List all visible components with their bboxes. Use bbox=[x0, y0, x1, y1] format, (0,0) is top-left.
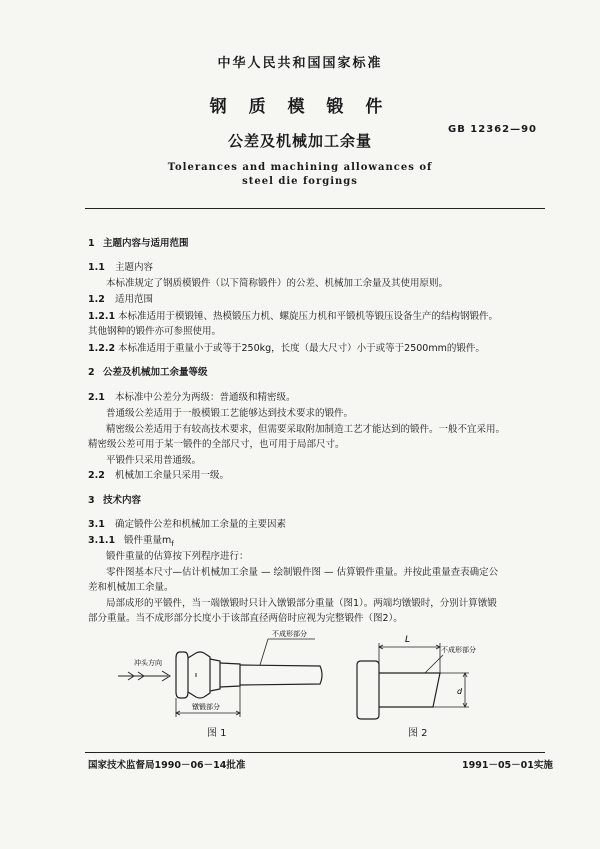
section-3-1-text: 确定锻件公差和机械加工余量的主要因素 bbox=[115, 519, 287, 530]
document-subtitle: 公差及机械加工余量 bbox=[227, 132, 372, 150]
forging-bar bbox=[240, 665, 322, 685]
unformed-leader-line bbox=[260, 639, 268, 665]
header-divider bbox=[85, 208, 545, 209]
english-title-line2: steel die forgings bbox=[242, 176, 358, 187]
figure-2-d-label: d bbox=[457, 687, 463, 696]
section-3-1-1-paragraph-2: 零件图基本尺寸—估计机械加工余量 — 绘制锻件图 — 估算锻件重量。并按此重量查表确定公 bbox=[106, 567, 499, 578]
punch-direction-label: 冲头方向 bbox=[134, 659, 162, 667]
forging-2-head bbox=[357, 661, 379, 719]
national-standard-heading: 中华人民共和国国家标准 bbox=[217, 56, 383, 71]
forging-2-shank bbox=[379, 673, 440, 707]
section-1-1-text: 本标准规定了钢质模锻件（以下简称锻件）的公差、机械加工余量及其使用原则。 bbox=[106, 278, 449, 289]
section-1-2-1-text: 本标准适用于模锻锤、热模锻压力机、螺旋压力机和平锻机等锻压设备生产的结构钢锻件。 bbox=[118, 311, 499, 322]
section-1-2-1-continuation: 其他钢种的锻件亦可参照使用。 bbox=[88, 326, 222, 337]
section-3-number: 3 bbox=[88, 495, 95, 506]
section-1-2-1-number: 1.2.1 bbox=[88, 311, 116, 322]
figure-1-caption: 图 1 bbox=[207, 728, 227, 739]
approval-date: 国家技术监督局1990－06－14批准 bbox=[88, 760, 246, 771]
section-3-1-1-paragraph-4: 局部成形的平锻件，当一端镦锻时只计入镦锻部分重量（图1）。两端均镦锻时，分别计算镦锻 bbox=[106, 598, 497, 609]
section-2-1-paragraph-2: 精密级公差适用于有较高技术要求，但需要采取附加制造工艺才能达到的锻件。一般不宜采用。 bbox=[106, 424, 506, 435]
forging-neck bbox=[210, 659, 220, 691]
section-2-1-paragraph-3: 精密级公差可用于某一锻件的全部尺寸，也可用于局部尺寸。 bbox=[88, 439, 345, 450]
section-1-1-title: 主题内容 bbox=[115, 262, 154, 273]
forging-head-flange bbox=[176, 652, 188, 698]
section-1-number: 1 bbox=[88, 238, 95, 249]
section-1-1-number: 1.1 bbox=[88, 262, 105, 273]
section-2-1-paragraph-1: 普通级公差适用于一般模锻工艺能够达到技术要求的锻件。 bbox=[106, 408, 354, 419]
section-2-1-text: 本标准中公差分为两级：普通级和精密级。 bbox=[115, 392, 296, 403]
forging-upset-head bbox=[188, 652, 210, 698]
section-3-1-1-text: 锻件重量$m_f$ bbox=[124, 535, 174, 548]
standard-number: GB 12362—90 bbox=[448, 124, 538, 135]
section-2-title: 公差及机械加工余量等级 bbox=[103, 367, 208, 378]
section-3-1-number: 3.1 bbox=[88, 519, 105, 530]
figure-2-caption: 图 2 bbox=[408, 728, 428, 739]
section-1-2-2-text: 本标准适用于重量小于或等于250kg，长度（最大尺寸）小于或等于2500mm的锻件。 bbox=[118, 343, 485, 354]
figure-1-unformed-label: 不成形部分 bbox=[272, 630, 307, 638]
upset-part-label: 镦锻部分 bbox=[192, 703, 220, 711]
section-2-1-paragraph-4: 平锻件只采用普通级。 bbox=[106, 455, 202, 466]
section-1-title: 主题内容与适用范围 bbox=[103, 238, 189, 249]
section-1-2-number: 1.2 bbox=[88, 294, 105, 305]
english-title-line1: Tolerances and machining allowances of bbox=[167, 162, 433, 173]
section-2-2-number: 2.2 bbox=[88, 470, 105, 481]
footer-divider bbox=[85, 752, 545, 753]
figure-2-l-label: L bbox=[405, 635, 411, 645]
figure-2-unformed-label: 不成形部分 bbox=[441, 646, 476, 654]
effective-date: 1991－05－01实施 bbox=[462, 760, 553, 771]
section-3-1-1-paragraph-3: 差和机械加工余量。 bbox=[88, 582, 174, 593]
forging-collar bbox=[220, 663, 240, 687]
document-title: 钢 质 模 锻 件 bbox=[209, 97, 391, 117]
section-2-1-number: 2.1 bbox=[88, 392, 105, 403]
section-1-2-title: 适用范围 bbox=[115, 294, 154, 305]
figure-2-diagram bbox=[345, 625, 495, 730]
section-3-title: 技术内容 bbox=[103, 495, 142, 506]
mass-subscript: f bbox=[171, 539, 174, 548]
section-3-1-1-paragraph-1: 锻件重量的估算按下列程序进行： bbox=[106, 551, 249, 562]
section-3-1-1-number: 3.1.1 bbox=[88, 535, 116, 546]
section-1-2-2-number: 1.2.2 bbox=[88, 343, 116, 354]
section-2-2-text: 机械加工余量只采用一级。 bbox=[115, 470, 230, 481]
figure-1-diagram bbox=[100, 625, 340, 740]
section-2-number: 2 bbox=[88, 367, 95, 378]
section-3-1-1-paragraph-5: 部分重量。当不成形部分长度小于该部直径两倍时应视为完整锻件（图2）。 bbox=[88, 613, 403, 624]
